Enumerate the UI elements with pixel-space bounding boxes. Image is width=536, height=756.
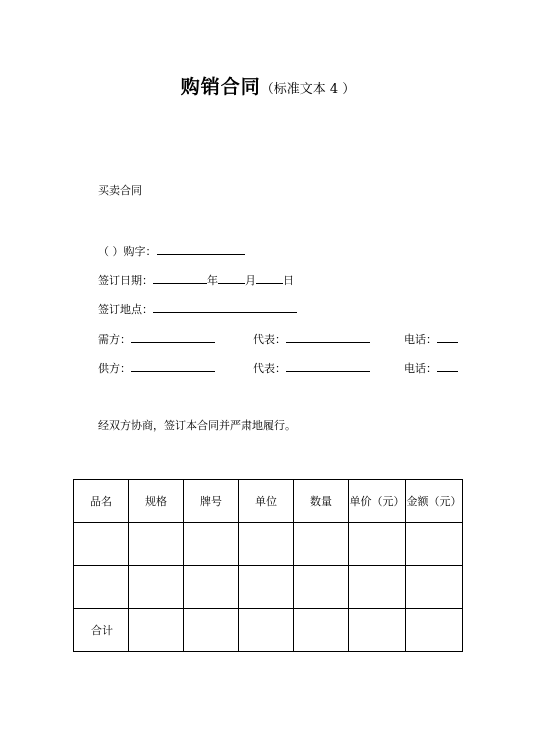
buyer-phone-blank[interactable] <box>437 330 458 343</box>
buyer-line <box>98 330 215 348</box>
header-product-name: 品名 <box>74 480 129 523</box>
total-label: 合计 <box>74 609 129 652</box>
purchase-word-blank[interactable] <box>157 242 245 255</box>
table-cell[interactable] <box>239 609 294 652</box>
seller-phone-label: 电话： <box>404 362 437 375</box>
header-spec: 规格 <box>129 480 184 523</box>
seller-rep-label: 代表： <box>253 362 286 375</box>
header-unit-price: 单价（元） <box>349 480 406 523</box>
table-cell[interactable] <box>294 523 349 566</box>
seller-phone-line <box>404 359 458 377</box>
table-cell[interactable] <box>129 566 184 609</box>
table-cell[interactable] <box>349 523 406 566</box>
buyer-rep-label: 代表： <box>253 333 286 346</box>
sign-date-label: 签订日期： <box>98 274 153 287</box>
buyer-rep-blank[interactable] <box>286 330 370 343</box>
sign-date-line <box>98 271 294 289</box>
contract-subject: 买卖合同 <box>98 184 142 197</box>
buyer-phone-label: 电话： <box>404 333 437 346</box>
table-cell[interactable] <box>184 523 239 566</box>
purchase-word-label: （ ）购字： <box>98 245 157 258</box>
seller-phone-blank[interactable] <box>437 359 458 372</box>
seller-rep-line <box>253 359 370 377</box>
month-label: 月 <box>245 274 256 287</box>
table-cell[interactable] <box>74 523 129 566</box>
agreement-statement: 经双方协商，签订本合同并严肃地履行。 <box>98 419 296 432</box>
header-amount: 金额（元） <box>406 480 463 523</box>
table-total-row <box>74 609 463 652</box>
table-row <box>74 566 463 609</box>
buyer-label: 需方： <box>98 333 131 346</box>
purchase-word-line <box>98 242 245 260</box>
table-cell[interactable] <box>184 566 239 609</box>
table-row <box>74 523 463 566</box>
seller-label: 供方： <box>98 362 131 375</box>
goods-table <box>73 479 463 652</box>
table-cell[interactable] <box>129 609 184 652</box>
header-quantity: 数量 <box>294 480 349 523</box>
table-cell[interactable] <box>184 609 239 652</box>
seller-blank[interactable] <box>131 359 215 372</box>
table-cell[interactable] <box>239 523 294 566</box>
table-cell[interactable] <box>294 566 349 609</box>
sign-place-label: 签订地点： <box>98 303 153 316</box>
sign-place-line <box>98 300 297 318</box>
table-cell[interactable] <box>406 566 463 609</box>
title-suffix: （标准文本 4 ） <box>260 82 356 97</box>
table-cell[interactable] <box>349 566 406 609</box>
table-cell[interactable] <box>129 523 184 566</box>
buyer-rep-line <box>253 330 370 348</box>
table-cell[interactable] <box>239 566 294 609</box>
document-title <box>0 72 536 99</box>
day-blank[interactable] <box>256 271 283 284</box>
table-cell[interactable] <box>406 609 463 652</box>
buyer-phone-line <box>404 330 458 348</box>
buyer-blank[interactable] <box>131 330 215 343</box>
sign-place-blank[interactable] <box>153 300 297 313</box>
table-cell[interactable] <box>406 523 463 566</box>
table-cell[interactable] <box>74 566 129 609</box>
table-cell[interactable] <box>294 609 349 652</box>
title-main: 购销合同 <box>180 76 261 98</box>
seller-rep-blank[interactable] <box>286 359 370 372</box>
year-label: 年 <box>207 274 218 287</box>
month-blank[interactable] <box>218 271 245 284</box>
table-header-row <box>74 480 463 523</box>
day-label: 日 <box>283 274 294 287</box>
header-unit: 单位 <box>239 480 294 523</box>
table-cell[interactable] <box>349 609 406 652</box>
seller-line <box>98 359 215 377</box>
year-blank[interactable] <box>153 271 207 284</box>
header-brand: 牌号 <box>184 480 239 523</box>
